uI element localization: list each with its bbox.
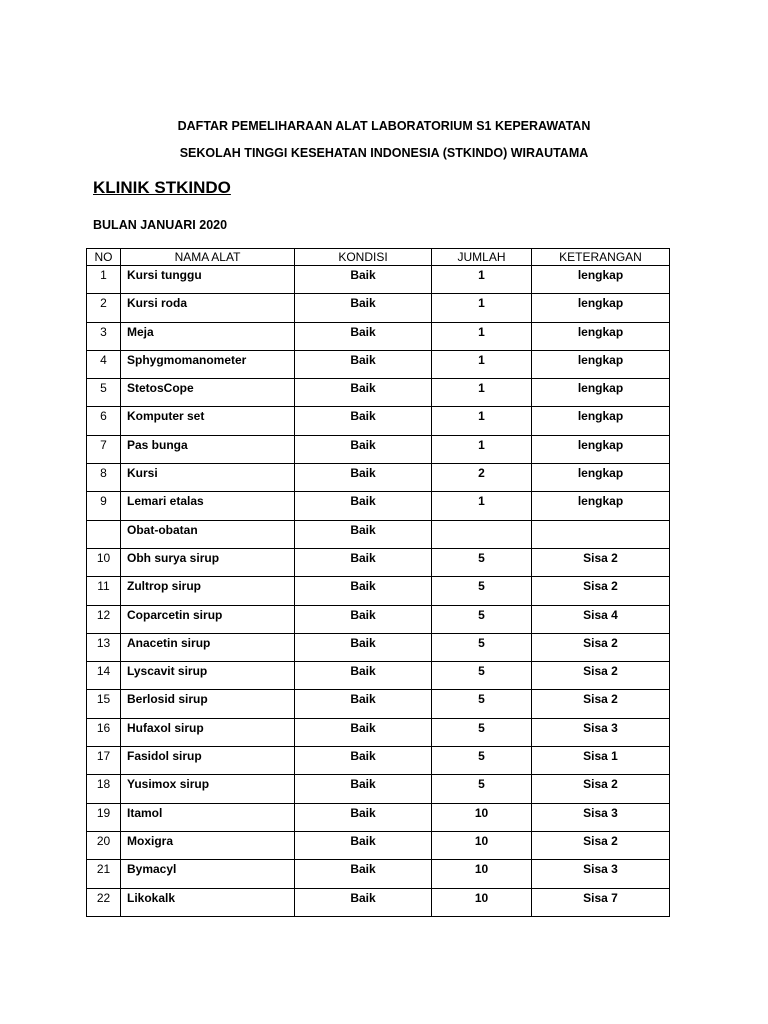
header-keterangan: KETERANGAN <box>532 249 670 266</box>
cell-kondisi: Baik <box>295 888 432 916</box>
table-row <box>87 520 670 548</box>
cell-keterangan: Sisa 2 <box>532 831 670 859</box>
table-row <box>87 407 670 435</box>
cell-keterangan: Sisa 7 <box>532 888 670 916</box>
table-header-row <box>87 249 670 266</box>
cell-kondisi: Baik <box>295 690 432 718</box>
table-row <box>87 464 670 492</box>
cell-jumlah: 1 <box>432 407 532 435</box>
cell-jumlah: 10 <box>432 860 532 888</box>
cell-jumlah: 5 <box>432 718 532 746</box>
table-row <box>87 747 670 775</box>
cell-no: 1 <box>87 266 121 294</box>
cell-no: 11 <box>87 577 121 605</box>
cell-jumlah: 1 <box>432 435 532 463</box>
cell-nama-alat: Berlosid sirup <box>121 690 295 718</box>
cell-no: 22 <box>87 888 121 916</box>
cell-nama-alat: Bymacyl <box>121 860 295 888</box>
table-row <box>87 294 670 322</box>
cell-no: 9 <box>87 492 121 520</box>
month-heading: BULAN JANUARI 2020 <box>93 218 228 232</box>
cell-keterangan: lengkap <box>532 407 670 435</box>
cell-kondisi: Baik <box>295 407 432 435</box>
cell-kondisi: Baik <box>295 548 432 576</box>
cell-kondisi: Baik <box>295 718 432 746</box>
cell-jumlah: 1 <box>432 266 532 294</box>
header-nama-alat: NAMA ALAT <box>121 249 295 266</box>
cell-nama-alat: Lemari etalas <box>121 492 295 520</box>
cell-nama-alat: Meja <box>121 322 295 350</box>
cell-kondisi: Baik <box>295 520 432 548</box>
cell-keterangan: Sisa 2 <box>532 577 670 605</box>
cell-no: 16 <box>87 718 121 746</box>
cell-keterangan: lengkap <box>532 435 670 463</box>
table-row <box>87 690 670 718</box>
cell-no: 21 <box>87 860 121 888</box>
cell-kondisi: Baik <box>295 577 432 605</box>
cell-nama-alat: Anacetin sirup <box>121 633 295 661</box>
cell-jumlah: 5 <box>432 690 532 718</box>
table-row <box>87 435 670 463</box>
cell-no: 4 <box>87 350 121 378</box>
cell-jumlah: 5 <box>432 662 532 690</box>
cell-no <box>87 520 121 548</box>
cell-jumlah: 1 <box>432 492 532 520</box>
cell-kondisi: Baik <box>295 831 432 859</box>
table-row <box>87 662 670 690</box>
cell-nama-alat: Likokalk <box>121 888 295 916</box>
cell-no: 6 <box>87 407 121 435</box>
cell-keterangan: Sisa 3 <box>532 860 670 888</box>
cell-no: 19 <box>87 803 121 831</box>
cell-jumlah: 1 <box>432 350 532 378</box>
cell-jumlah: 10 <box>432 803 532 831</box>
cell-keterangan: lengkap <box>532 350 670 378</box>
cell-kondisi: Baik <box>295 322 432 350</box>
cell-no: 14 <box>87 662 121 690</box>
table-row <box>87 775 670 803</box>
table-row <box>87 266 670 294</box>
clinic-heading: KLINIK STKINDO <box>93 178 231 197</box>
cell-kondisi: Baik <box>295 803 432 831</box>
cell-nama-alat: Coparcetin sirup <box>121 605 295 633</box>
cell-keterangan: Sisa 3 <box>532 803 670 831</box>
cell-keterangan: Sisa 2 <box>532 548 670 576</box>
cell-nama-alat: Yusimox sirup <box>121 775 295 803</box>
cell-nama-alat: Obh surya sirup <box>121 548 295 576</box>
cell-nama-alat: Sphygmomanometer <box>121 350 295 378</box>
cell-kondisi: Baik <box>295 350 432 378</box>
cell-jumlah <box>432 520 532 548</box>
header-kondisi: KONDISI <box>295 249 432 266</box>
table-row <box>87 379 670 407</box>
cell-jumlah: 1 <box>432 379 532 407</box>
table-row <box>87 605 670 633</box>
cell-nama-alat: Fasidol sirup <box>121 747 295 775</box>
cell-jumlah: 5 <box>432 633 532 661</box>
cell-no: 7 <box>87 435 121 463</box>
cell-jumlah: 5 <box>432 747 532 775</box>
table-row <box>87 860 670 888</box>
cell-nama-alat: Obat-obatan <box>121 520 295 548</box>
cell-no: 8 <box>87 464 121 492</box>
cell-no: 20 <box>87 831 121 859</box>
cell-no: 5 <box>87 379 121 407</box>
cell-jumlah: 5 <box>432 775 532 803</box>
table-row <box>87 633 670 661</box>
cell-nama-alat: Lyscavit sirup <box>121 662 295 690</box>
cell-nama-alat: Hufaxol sirup <box>121 718 295 746</box>
cell-kondisi: Baik <box>295 860 432 888</box>
cell-nama-alat: Zultrop sirup <box>121 577 295 605</box>
cell-kondisi: Baik <box>295 662 432 690</box>
table-row <box>87 831 670 859</box>
cell-jumlah: 10 <box>432 888 532 916</box>
cell-nama-alat: Komputer set <box>121 407 295 435</box>
document-title-line-2: SEKOLAH TINGGI KESEHATAN INDONESIA (STKINDO) WIRAUTAMA <box>179 146 589 160</box>
cell-keterangan: lengkap <box>532 464 670 492</box>
cell-keterangan: Sisa 4 <box>532 605 670 633</box>
cell-no: 12 <box>87 605 121 633</box>
cell-kondisi: Baik <box>295 379 432 407</box>
cell-no: 18 <box>87 775 121 803</box>
cell-jumlah: 10 <box>432 831 532 859</box>
table-row <box>87 548 670 576</box>
table-row <box>87 492 670 520</box>
cell-no: 2 <box>87 294 121 322</box>
cell-no: 10 <box>87 548 121 576</box>
document-title-line-1: DAFTAR PEMELIHARAAN ALAT LABORATORIUM S1 KEPERAWATAN <box>177 119 591 133</box>
cell-keterangan <box>532 520 670 548</box>
table-row <box>87 322 670 350</box>
cell-keterangan: Sisa 2 <box>532 662 670 690</box>
cell-keterangan: lengkap <box>532 294 670 322</box>
cell-kondisi: Baik <box>295 294 432 322</box>
cell-jumlah: 1 <box>432 322 532 350</box>
table-row <box>87 350 670 378</box>
cell-nama-alat: Kursi <box>121 464 295 492</box>
cell-keterangan: lengkap <box>532 492 670 520</box>
table-row <box>87 803 670 831</box>
cell-no: 3 <box>87 322 121 350</box>
cell-keterangan: Sisa 1 <box>532 747 670 775</box>
cell-kondisi: Baik <box>295 747 432 775</box>
cell-keterangan: lengkap <box>532 266 670 294</box>
cell-kondisi: Baik <box>295 464 432 492</box>
cell-kondisi: Baik <box>295 605 432 633</box>
cell-keterangan: lengkap <box>532 322 670 350</box>
header-no: NO <box>87 249 121 266</box>
cell-no: 13 <box>87 633 121 661</box>
cell-jumlah: 2 <box>432 464 532 492</box>
table-row <box>87 888 670 916</box>
cell-kondisi: Baik <box>295 435 432 463</box>
cell-jumlah: 5 <box>432 605 532 633</box>
cell-kondisi: Baik <box>295 492 432 520</box>
cell-kondisi: Baik <box>295 633 432 661</box>
cell-nama-alat: Itamol <box>121 803 295 831</box>
table-row <box>87 718 670 746</box>
cell-keterangan: Sisa 2 <box>532 690 670 718</box>
cell-jumlah: 1 <box>432 294 532 322</box>
cell-no: 15 <box>87 690 121 718</box>
cell-nama-alat: Moxigra <box>121 831 295 859</box>
cell-keterangan: Sisa 2 <box>532 633 670 661</box>
header-jumlah: JUMLAH <box>432 249 532 266</box>
cell-kondisi: Baik <box>295 775 432 803</box>
cell-kondisi: Baik <box>295 266 432 294</box>
cell-keterangan: lengkap <box>532 379 670 407</box>
cell-jumlah: 5 <box>432 577 532 605</box>
cell-nama-alat: Kursi tunggu <box>121 266 295 294</box>
cell-nama-alat: Kursi roda <box>121 294 295 322</box>
cell-no: 17 <box>87 747 121 775</box>
cell-keterangan: Sisa 3 <box>532 718 670 746</box>
cell-keterangan: Sisa 2 <box>532 775 670 803</box>
cell-jumlah: 5 <box>432 548 532 576</box>
cell-nama-alat: Pas bunga <box>121 435 295 463</box>
equipment-table <box>86 248 670 917</box>
cell-nama-alat: StetosCope <box>121 379 295 407</box>
table-row <box>87 577 670 605</box>
